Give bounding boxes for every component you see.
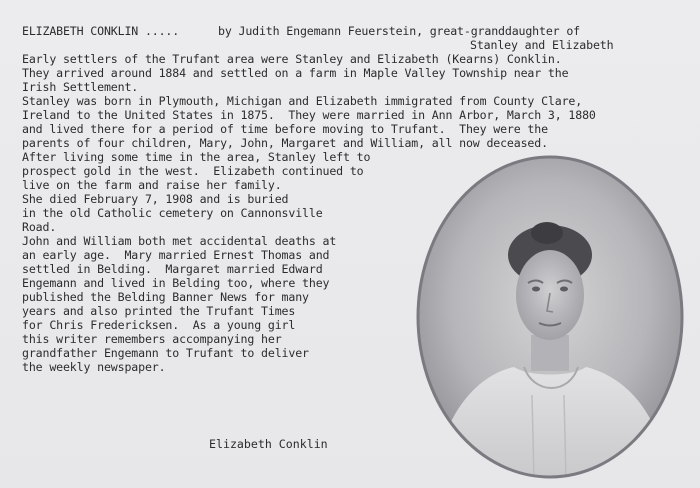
body-line: years and also printed the Trufant Times: [22, 304, 296, 318]
body-line: the weekly newspaper.: [22, 360, 166, 374]
body-line: John and William both met accidental deaths at: [22, 234, 337, 248]
body-line: in the old Catholic cemetery on Cannonsville: [22, 206, 323, 220]
body-line: Road.: [22, 220, 57, 234]
body-line: live on the farm and raise her family.: [22, 178, 282, 192]
body-line: settled in Belding. Margaret married Edward: [22, 262, 323, 276]
body-line: After living some time in the area, Stanley left to: [22, 150, 371, 164]
portrait-image: [414, 155, 686, 480]
article-byline-continued: Stanley and Elizabeth: [470, 38, 614, 52]
portrait-photo: [414, 155, 686, 480]
body-line: Stanley was born in Plymouth, Michigan and Elizabeth immigrated from County Clare,: [22, 94, 583, 108]
body-line: Engemann and lived in Belding too, where they: [22, 276, 330, 290]
body-line: parents of four children, Mary, John, Margaret and William, all now deceased.: [22, 136, 548, 150]
body-line: an early age. Mary married Ernest Thomas and: [22, 248, 330, 262]
body-line: Ireland to the United States in 1875. They were married in Ann Arbor, March 3, 1880: [22, 108, 596, 122]
body-line: She died February 7, 1908 and is buried: [22, 192, 289, 206]
article-title: ELIZABETH CONKLIN .....: [22, 24, 180, 38]
body-line: Early settlers of the Trufant area were Stanley and Elizabeth (Kearns) Conklin.: [22, 52, 562, 66]
body-line: for Chris Fredericksen. As a young girl: [22, 318, 296, 332]
body-line: They arrived around 1884 and settled on a farm in Maple Valley Township near the: [22, 66, 569, 80]
photo-caption: Elizabeth Conklin: [209, 437, 328, 451]
body-line: grandfather Engemann to Trufant to deliver: [22, 346, 309, 360]
body-line: this writer remembers accompanying her: [22, 332, 282, 346]
body-line: prospect gold in the west. Elizabeth continued to: [22, 164, 364, 178]
body-line: Irish Settlement.: [22, 80, 139, 94]
body-line: published the Belding Banner News for many: [22, 290, 309, 304]
body-line: and lived there for a period of time before moving to Trufant. They were the: [22, 122, 548, 136]
article-byline: by Judith Engemann Feuerstein, great-granddaughter of: [218, 24, 580, 38]
